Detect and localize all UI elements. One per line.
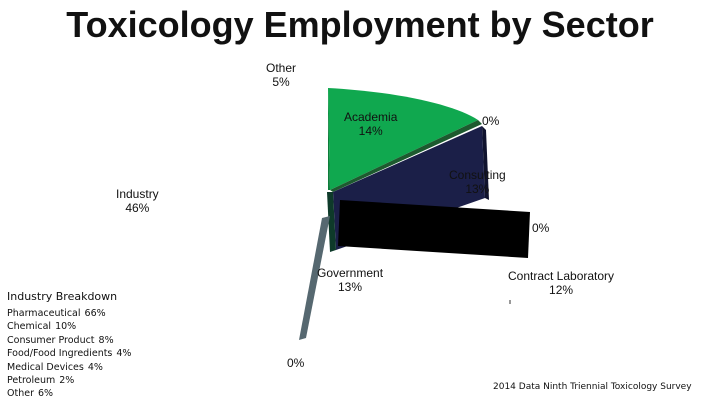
breakdown-item-name: Pharmaceutical <box>7 308 81 319</box>
breakdown-title: Industry Breakdown <box>7 290 118 303</box>
label-academia-pct: 14% <box>358 124 383 138</box>
label-academia <box>344 110 397 138</box>
breakdown-item-name: Chemical <box>7 321 52 333</box>
slice-contract-laboratory <box>338 200 530 258</box>
breakdown-item <box>7 387 131 400</box>
breakdown-item <box>7 334 131 347</box>
label-other-name: Other <box>266 61 297 75</box>
label-contract-laboratory <box>508 269 614 297</box>
label-contract-name: Contract Laboratory <box>508 269 615 283</box>
label-consulting <box>449 168 506 196</box>
breakdown-item-pct: 66% <box>84 308 106 319</box>
breakdown-item-pct: 8% <box>98 334 114 346</box>
breakdown-list <box>7 307 131 401</box>
label-zero-b: 0% <box>532 221 550 235</box>
breakdown-item <box>7 320 131 333</box>
label-industry-name: Industry <box>116 187 159 201</box>
chart-title: Toxicology Employment by Sector <box>66 4 654 45</box>
label-government-pct: 13% <box>338 280 363 294</box>
breakdown-item-name: Food/Food Ingredients <box>7 348 113 360</box>
label-academia-name: Academia <box>344 110 398 124</box>
label-consulting-pct: 13% <box>465 182 490 196</box>
industry-breakdown <box>7 290 131 401</box>
breakdown-item-pct: 4% <box>116 348 132 360</box>
breakdown-item-name: Petroleum <box>7 375 56 387</box>
label-zero-a: 0% <box>482 114 500 128</box>
label-other <box>266 61 296 89</box>
label-consulting-name: Consulting <box>449 168 506 182</box>
label-industry-pct: 46% <box>125 201 150 215</box>
breakdown-item-name: Medical Devices <box>7 361 84 373</box>
breakdown-item-pct: 4% <box>87 361 103 373</box>
source-note: 2014 Data Ninth Triennial Toxicology Survey <box>493 382 692 392</box>
breakdown-item-pct: 2% <box>59 375 75 387</box>
label-government <box>317 266 383 294</box>
breakdown-item-pct: 10% <box>55 321 77 333</box>
label-government-name: Government <box>317 266 384 280</box>
label-industry <box>116 187 159 215</box>
breakdown-item-name: Other <box>7 388 34 400</box>
breakdown-item <box>7 374 131 387</box>
breakdown-item <box>7 307 131 320</box>
breakdown-item-pct: 6% <box>37 388 54 400</box>
breakdown-item <box>7 347 131 360</box>
breakdown-item-name: Consumer Product <box>7 334 95 346</box>
label-contract-pct: 12% <box>549 283 574 297</box>
label-other-pct: 5% <box>272 75 290 89</box>
breakdown-item <box>7 361 131 374</box>
label-zero-c: 0% <box>287 356 305 370</box>
